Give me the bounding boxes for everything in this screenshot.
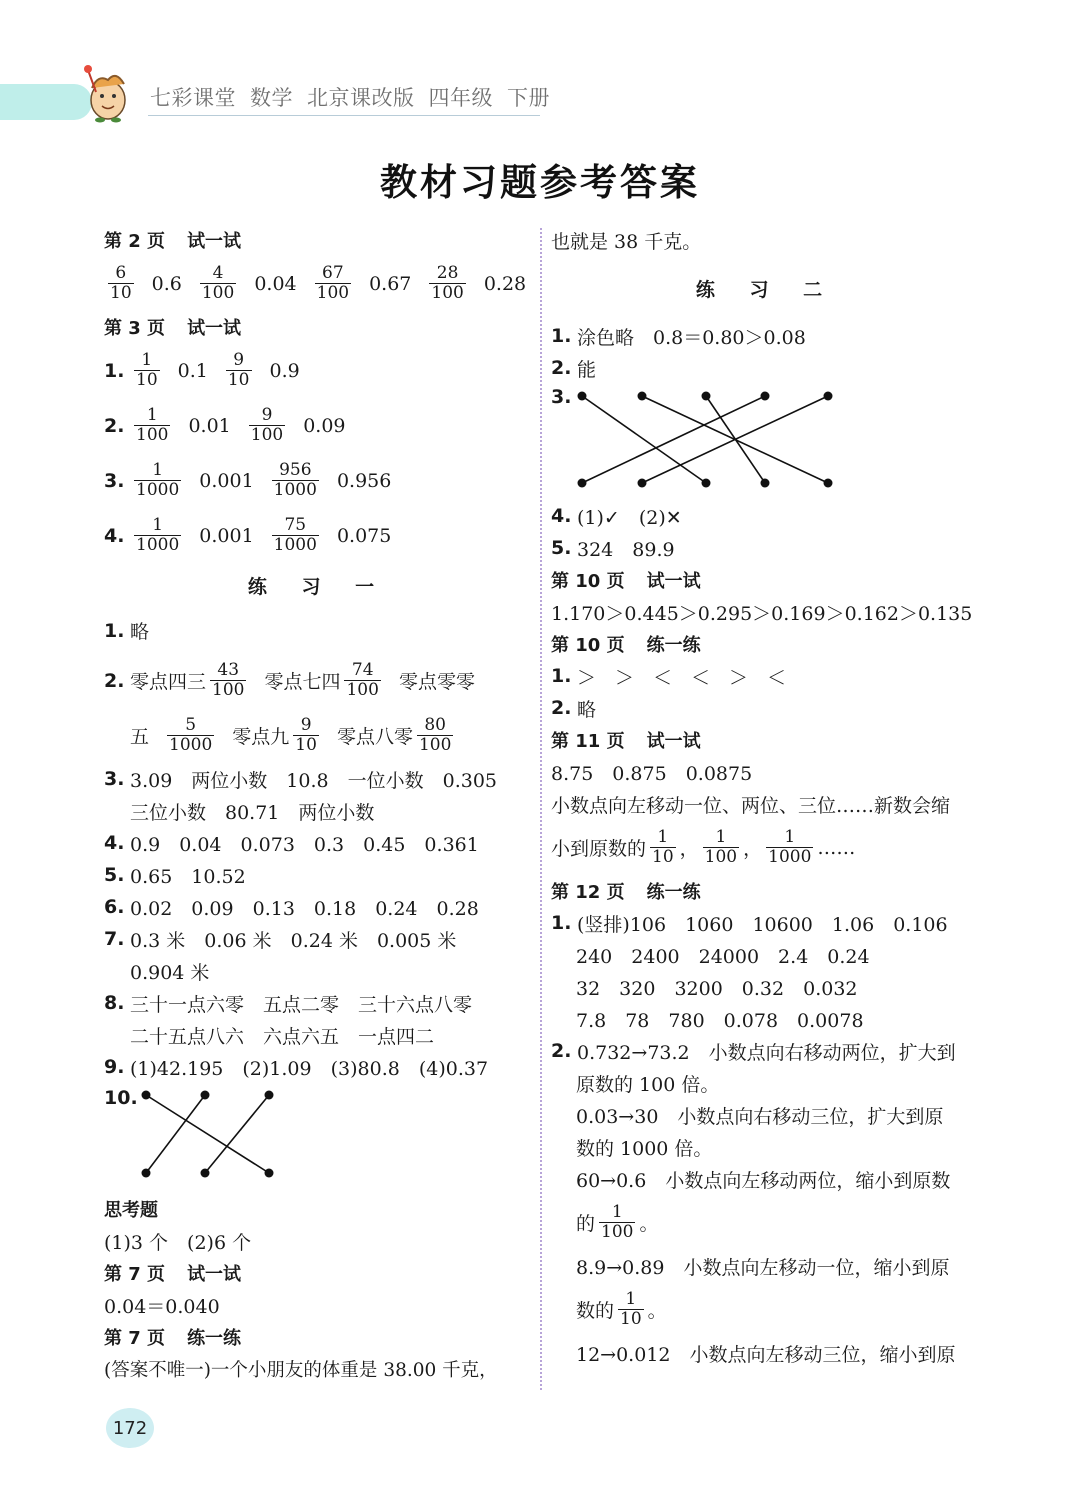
answer-line: 1. 涂色略 0.8＝0.80＞0.08 — [551, 325, 806, 349]
answer-line: 0.904 米 — [130, 961, 210, 984]
answer-line: 5. 0.65 10.52 — [104, 864, 246, 888]
answer-line: 2. 0.732→73.2 小数点向右移动两位，扩大到 — [551, 1040, 956, 1064]
fraction: $\frac{1}{100}$ — [136, 405, 169, 445]
answer-line: 的 $\frac{1}{100}$ 。 — [576, 1202, 659, 1242]
fraction: $\frac{6}{10}$ — [110, 263, 132, 303]
fraction: $\frac{4}{100}$ — [201, 263, 235, 303]
answer-line: 原数的 100 倍。 — [576, 1073, 720, 1096]
section-heading: 第 12 页 练一练 — [551, 882, 701, 903]
fraction: $\frac{5}{1000}$ — [169, 715, 213, 755]
section-heading: 第 11 页 试一试 — [551, 731, 701, 752]
section-heading: 第 7 页 练一练 — [104, 1328, 242, 1349]
header-volume: 下册 — [507, 86, 550, 110]
header-rule — [148, 115, 540, 116]
fraction: $\frac{1}{1000}$ — [136, 515, 180, 555]
fraction: $\frac{43}{100}$ — [212, 660, 245, 700]
section-heading: 第 10 页 练一练 — [551, 635, 701, 656]
answer-line: 三位小数 80.71 两位小数 — [130, 801, 375, 824]
answer-line: 3. $\frac{1}{1000}$ 0.001 $\frac{956}{1000}$ 0.956 — [104, 460, 392, 500]
answer-line: 数的 $\frac{1}{10}$ 。 — [576, 1289, 667, 1329]
answer-line: 也就是 38 千克。 — [551, 230, 702, 253]
answer-line: 240 2400 24000 2.4 0.24 — [576, 945, 870, 968]
matching-diagram-q10: 10. — [104, 1083, 532, 1193]
fraction: $\frac{1}{10}$ — [620, 1289, 642, 1329]
answer-line: 4. 0.9 0.04 0.073 0.3 0.45 0.361 — [104, 832, 479, 856]
answer-line: 1. 略 — [104, 619, 150, 643]
exercise-title: 练 习 二 — [695, 278, 837, 301]
answer-line: 6. 0.02 0.09 0.13 0.18 0.24 0.28 — [104, 896, 479, 920]
answer-line: 1.170＞0.445＞0.295＞0.169＞0.162＞0.135 — [551, 602, 973, 625]
answer-line: 数的 1000 倍。 — [576, 1137, 713, 1160]
answer-line: 0.03→30 小数点向右移动三位，扩大到原 — [576, 1105, 944, 1128]
header-text — [150, 82, 564, 112]
fraction: $\frac{1}{1000}$ — [768, 827, 812, 867]
answer-line: (答案不唯一)一个小朋友的体重是 38.00 千克， — [104, 1360, 498, 1381]
fraction: $\frac{80}{100}$ — [418, 715, 452, 755]
column-divider — [540, 228, 542, 1390]
section-heading: 第 2 页 试一试 — [104, 231, 242, 252]
answer-line: 8. 三十一点六零 五点二零 三十六点八零 — [104, 992, 473, 1016]
answer-line: 4. (1)✓ (2)✕ — [551, 505, 682, 529]
right-column — [551, 224, 981, 1369]
fraction: $\frac{28}{100}$ — [431, 263, 464, 303]
answer-line: 2. 能 — [551, 357, 597, 381]
answer-line: 8.9→0.89 小数点向左移动一位，缩小到原 — [576, 1256, 950, 1279]
answer-line: 3. 3.09 两位小数 10.8 一位小数 0.305 — [104, 768, 498, 792]
answer-line: 7. 0.3 米 0.06 米 0.24 米 0.005 米 — [104, 928, 457, 952]
fraction: $\frac{1}{100}$ — [704, 827, 738, 867]
left-column — [104, 224, 532, 1385]
fraction: $\frac{9}{10}$ — [295, 715, 317, 755]
answer-line: 2. 零点四三 $\frac{43}{100}$ 零点七四 $\frac{74}{100}$ 零点零零 — [104, 660, 475, 700]
answer-line: 2. $\frac{1}{100}$ 0.01 $\frac{9}{100}$ 0.09 — [104, 405, 346, 445]
answer-line: 0.04＝0.040 — [104, 1295, 220, 1318]
answer-line: 12→0.012 小数点向左移动三位，缩小到原 — [576, 1343, 956, 1366]
answer-line: 9. (1)42.195 (2)1.09 (3)80.8 (4)0.37 — [104, 1056, 489, 1080]
section-heading: 思考题 — [104, 1200, 158, 1221]
fraction: $\frac{956}{1000}$ — [273, 460, 317, 500]
answer-line: 5. 324 89.9 — [551, 537, 675, 561]
header-subject: 数学 — [250, 86, 293, 110]
header-edition: 北京课改版 — [307, 86, 415, 110]
fraction: $\frac{9}{100}$ — [250, 405, 284, 445]
answer-line: 小到原数的 $\frac{1}{10}$ ， $\frac{1}{100}$ ， $\frac{1}{1000}$ …… — [551, 827, 856, 867]
fraction: $\frac{1}{10}$ — [136, 350, 158, 390]
answer-line: 32 320 3200 0.32 0.032 — [576, 977, 858, 1000]
matching-lines — [134, 1083, 284, 1183]
fraction: $\frac{1}{1000}$ — [136, 460, 180, 500]
answer-line: $\frac{6}{10}$ 0.6 $\frac{4}{100}$ 0.04 $\frac{67}{100}$ 0.67 $\frac{28}{100}$ 0.28 — [110, 263, 527, 303]
answer-line: 2. 略 — [551, 697, 597, 721]
answer-line: 1. (竖排)106 1060 10600 1.06 0.106 — [551, 912, 948, 936]
fraction: $\frac{1}{10}$ — [652, 827, 674, 867]
mascot-icon — [78, 62, 138, 124]
answer-line: 8.75 0.875 0.0875 — [551, 762, 753, 785]
section-heading: 第 7 页 试一试 — [104, 1264, 242, 1285]
answer-line: 二十五点八六 六点六五 一点四二 — [130, 1025, 435, 1048]
exercise-title: 练 习 一 — [247, 576, 389, 598]
fraction: $\frac{74}{100}$ — [346, 660, 379, 700]
answer-line: 1. $\frac{1}{10}$ 0.1 $\frac{9}{10}$ 0.9 — [104, 350, 300, 390]
fraction: $\frac{75}{1000}$ — [273, 515, 317, 555]
page-number: 172 — [106, 1408, 154, 1448]
section-heading: 第 10 页 试一试 — [551, 571, 701, 592]
answer-line: 4. $\frac{1}{1000}$ 0.001 $\frac{75}{1000}$ 0.075 — [104, 515, 392, 555]
answer-line: 1. ＞ ＞ ＜ ＜ ＞ ＜ — [551, 665, 787, 689]
header-grade: 四年级 — [428, 86, 493, 110]
header-series: 七彩课堂 — [150, 86, 236, 110]
answer-line: (1)3 个 (2)6 个 — [104, 1231, 252, 1254]
page-title: 教材习题参考答案 — [380, 161, 700, 204]
answer-line: 60→0.6 小数点向左移动两位，缩小到原数 — [576, 1169, 951, 1192]
answer-line: 五 $\frac{5}{1000}$ 零点九 $\frac{9}{10}$ 零点八零 $\frac{80}{100}$ — [130, 715, 452, 755]
answer-line: 小数点向左移动一位、两位、三位……新数会缩 — [551, 794, 951, 817]
fraction: $\frac{1}{100}$ — [601, 1202, 634, 1242]
matching-lines — [573, 384, 843, 488]
matching-diagram-q3: 3. — [551, 384, 981, 500]
fraction: $\frac{67}{100}$ — [316, 263, 350, 303]
section-heading: 第 3 页 试一试 — [104, 318, 242, 339]
answer-line: 7.8 78 780 0.078 0.0078 — [576, 1009, 864, 1032]
fraction: $\frac{9}{10}$ — [227, 350, 250, 390]
